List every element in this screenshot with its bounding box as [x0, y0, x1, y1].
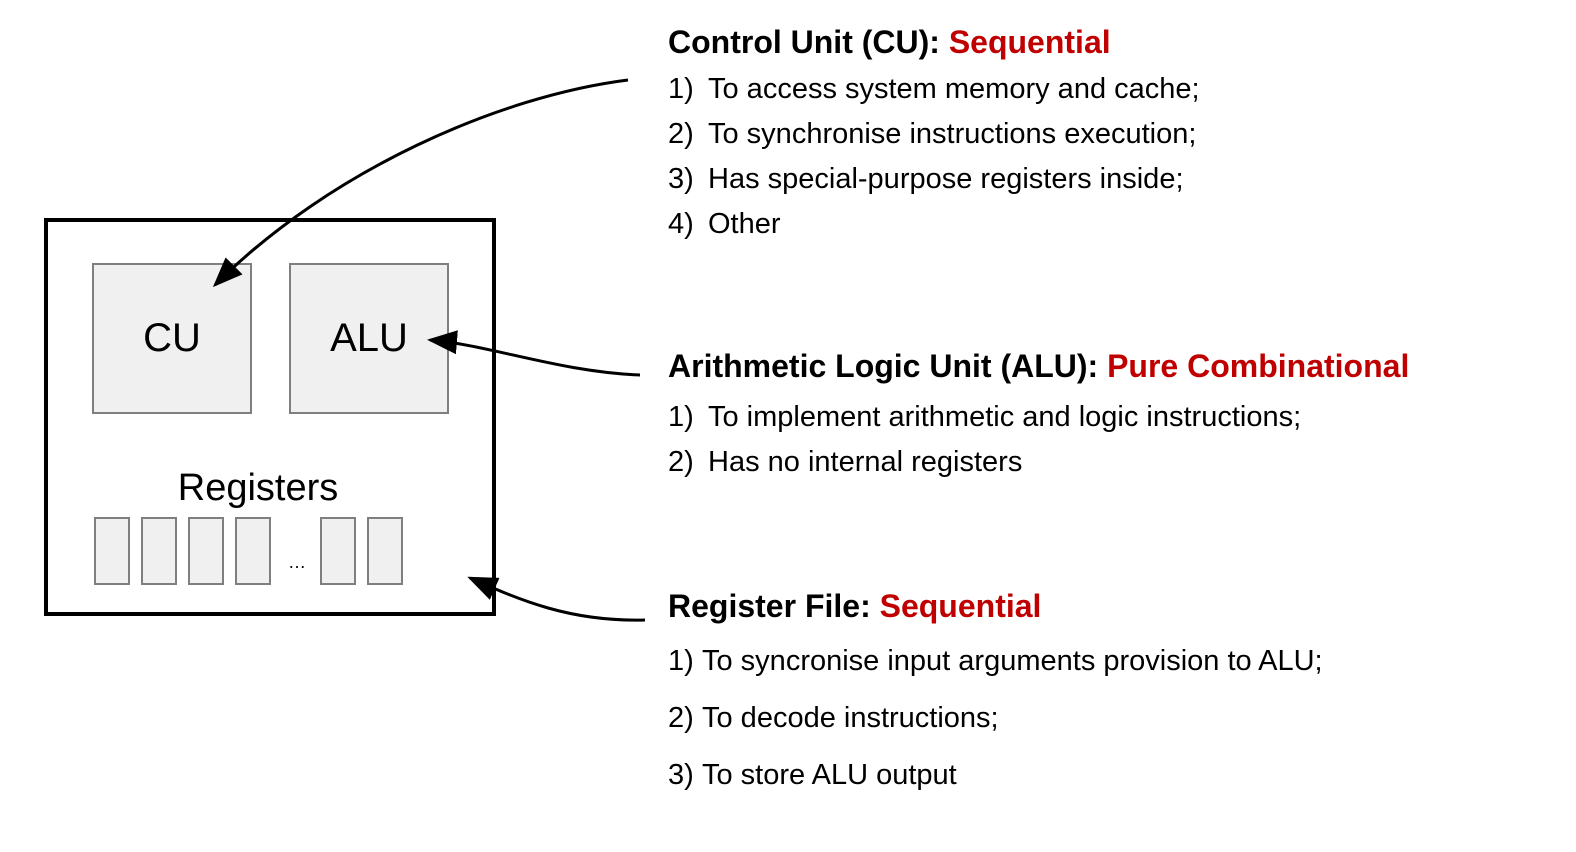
alu-heading-accent: Pure Combinational: [1107, 348, 1410, 384]
register-file-heading-main: Register File:: [668, 588, 880, 624]
register-file-item-list: [668, 647, 1568, 790]
alu-item-list: [668, 403, 1573, 477]
alu-heading: [668, 348, 1573, 385]
register-ellipsis: …: [288, 552, 306, 572]
registers-label: Registers: [177, 467, 339, 509]
list-item-text: To syncronise input arguments provision to ALU;: [702, 645, 1323, 677]
list-item-text: To access system memory and cache;: [708, 73, 1200, 105]
control-unit-label: CU: [143, 316, 201, 360]
list-item-text: To decode instructions;: [702, 702, 999, 734]
register-cell: [94, 517, 130, 585]
register-file-row: [94, 517, 414, 585]
list-item-number: 3): [668, 163, 694, 195]
list-item-number: 2): [668, 118, 694, 150]
register-file-description: [668, 588, 1568, 818]
list-item-text: Other: [708, 208, 781, 240]
alu-label: ALU: [330, 316, 408, 360]
list-item: [668, 120, 1568, 149]
list-item-number: 4): [668, 208, 694, 240]
list-item-text: To store ALU output: [702, 759, 957, 791]
control-unit-heading-accent: Sequential: [948, 24, 1111, 60]
control-unit-item-list: [668, 75, 1568, 239]
list-item-number: 1): [668, 645, 694, 677]
register-cell: [367, 517, 403, 585]
register-cell: [235, 517, 271, 585]
register-cell: [141, 517, 177, 585]
list-item-number: 3): [668, 759, 694, 791]
list-item-number: 1): [668, 73, 694, 105]
list-item-text: Has no internal registers: [708, 446, 1023, 478]
list-item: [668, 165, 1568, 194]
arrow-to-register-file: [470, 578, 645, 620]
list-item: [668, 647, 1568, 676]
control-unit-heading-main: Control Unit (CU):: [668, 24, 949, 60]
list-item-number: 2): [668, 446, 694, 478]
list-item: [668, 210, 1568, 239]
alu-description: [668, 348, 1573, 493]
list-item: [668, 75, 1568, 104]
list-item: [668, 403, 1573, 432]
list-item: [668, 448, 1573, 477]
list-item-number: 2): [668, 702, 694, 734]
list-item: [668, 761, 1568, 790]
control-unit-description: [668, 24, 1568, 255]
alu-heading-main: Arithmetic Logic Unit (ALU):: [668, 348, 1108, 384]
register-file-heading: [668, 588, 1568, 625]
list-item-text: To synchronise instructions execution;: [708, 118, 1197, 150]
control-unit-heading: [668, 24, 1568, 61]
list-item-text: To implement arithmetic and logic instructions;: [708, 401, 1302, 433]
register-cell: [320, 517, 356, 585]
list-item-text: Has special-purpose registers inside;: [708, 163, 1184, 195]
register-cell: [188, 517, 224, 585]
control-unit-box: [92, 263, 252, 414]
register-file-heading-accent: Sequential: [879, 588, 1042, 624]
cpu-outer-box: [44, 218, 496, 616]
list-item: [668, 704, 1568, 733]
alu-box: [289, 263, 449, 414]
list-item-number: 1): [668, 401, 694, 433]
